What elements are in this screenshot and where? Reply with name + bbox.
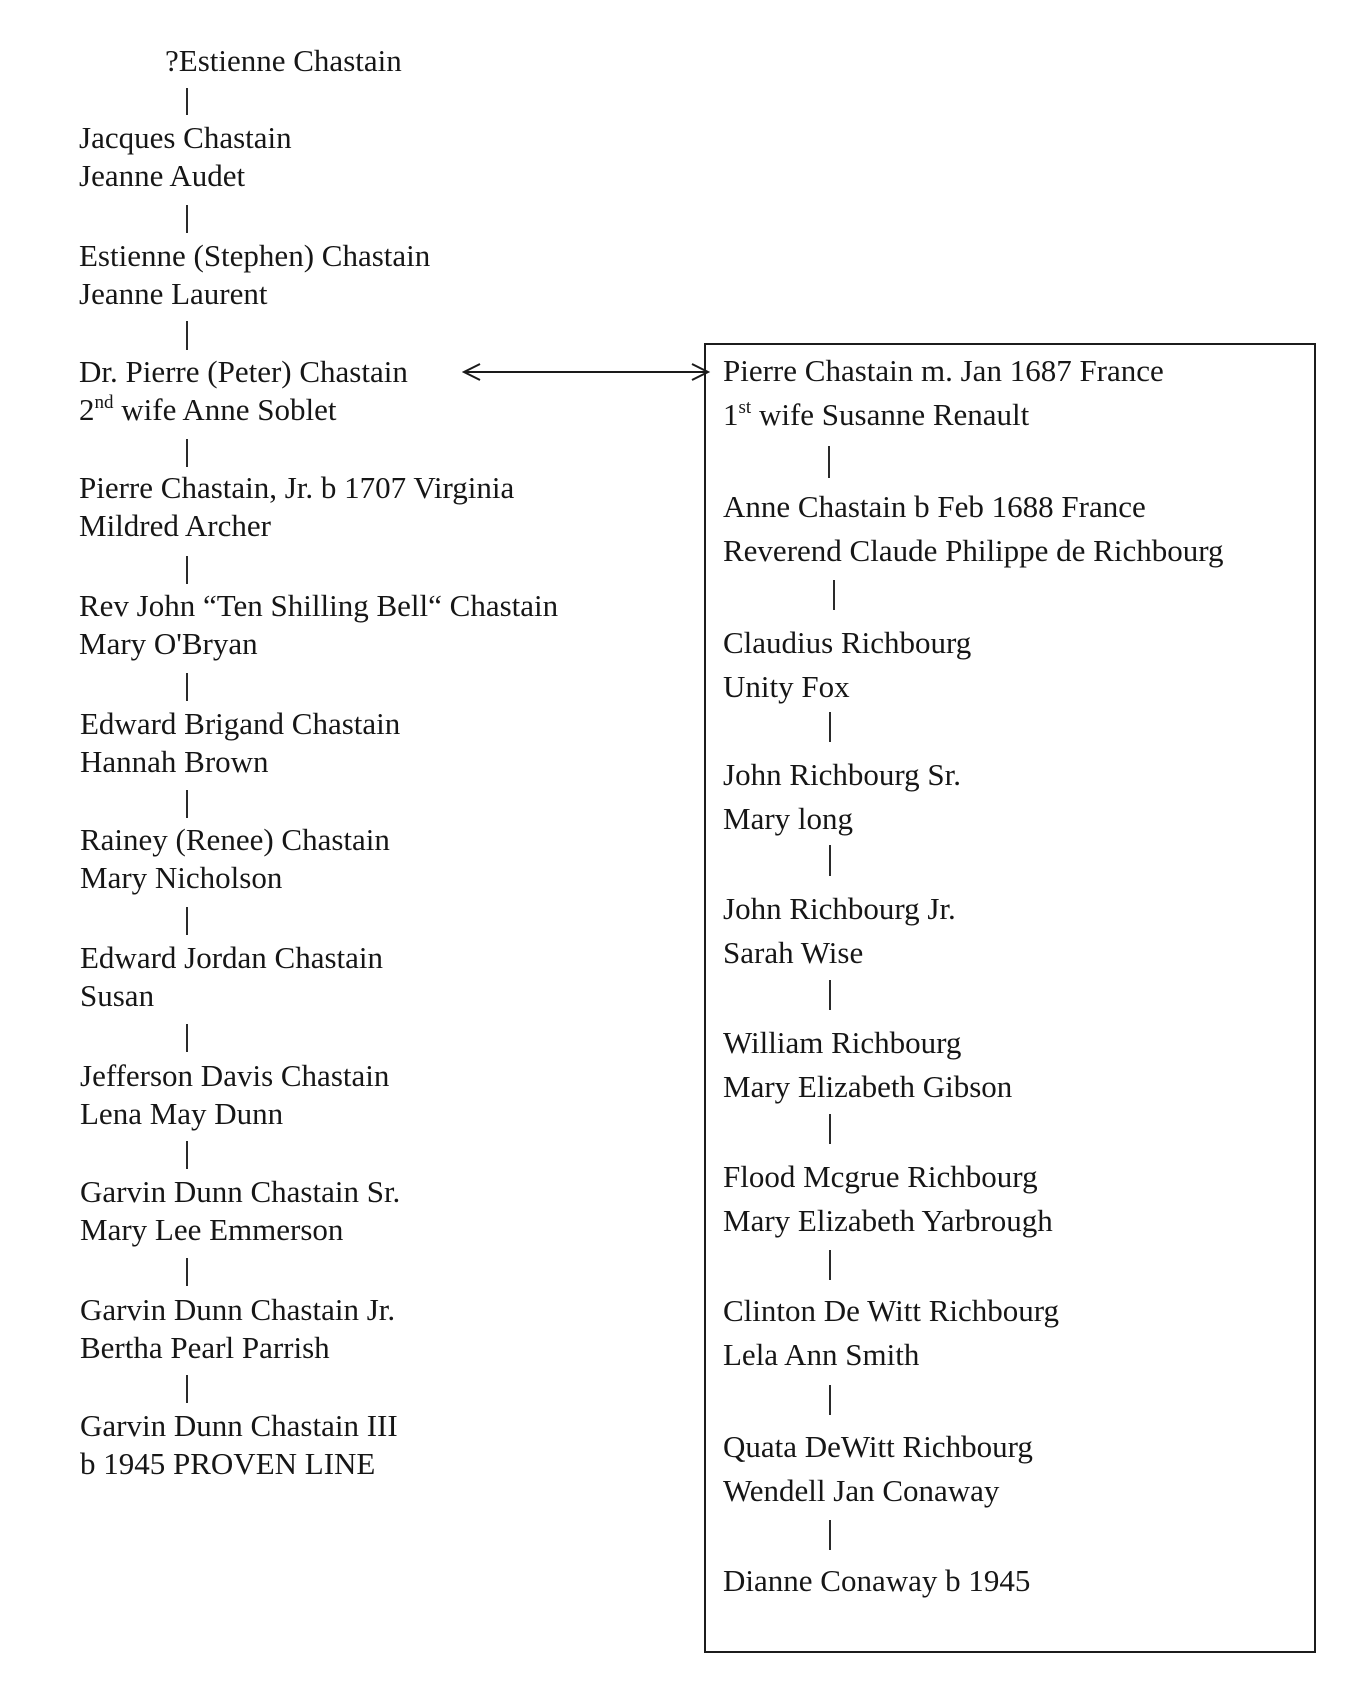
left-descent-connector-7 <box>186 790 188 818</box>
ordinal-number: 1 <box>723 397 739 432</box>
left-line-12: Edward Brigand Chastain <box>80 706 401 741</box>
left-line-22: Garvin Dunn Chastain Jr. <box>80 1292 396 1327</box>
left-line-15: Mary Nicholson <box>80 860 283 895</box>
left-line-24: Garvin Dunn Chastain III <box>80 1408 398 1443</box>
right-line-17: Quata DeWitt Richbourg <box>723 1429 1033 1464</box>
ordinal-suffix: st <box>738 397 752 418</box>
right-descent-connector-1 <box>828 446 830 478</box>
left-descent-connector-3 <box>186 321 188 350</box>
right-descent-connector-7 <box>829 1250 831 1280</box>
left-descent-connector-12 <box>186 1375 188 1403</box>
left-line-2: Jacques Chastain <box>79 120 292 155</box>
left-line-13: Hannah Brown <box>80 744 269 779</box>
right-line-19: Dianne Conaway b 1945 <box>723 1563 1031 1598</box>
right-descent-connector-5 <box>829 980 831 1010</box>
left-descent-connector-9 <box>186 1024 188 1052</box>
right-descent-connector-3 <box>829 712 831 742</box>
left-line-1: ?Estienne Chastain <box>165 43 402 78</box>
left-line-23: Bertha Pearl Parrish <box>80 1330 330 1365</box>
left-line-20: Garvin Dunn Chastain Sr. <box>80 1174 401 1209</box>
left-line-16: Edward Jordan Chastain <box>80 940 384 975</box>
right-line-14: Mary Elizabeth Yarbrough <box>723 1203 1053 1238</box>
right-line-10: Sarah Wise <box>723 935 864 970</box>
left-line-10: Rev John “Ten Shilling Bell“ Chastain <box>79 588 559 623</box>
left-line-19: Lena May Dunn <box>80 1096 284 1131</box>
right-line-5: Claudius Richbourg <box>723 625 972 660</box>
left-line-7 <box>79 392 337 428</box>
ordinal-number: 2 <box>79 392 95 427</box>
left-line-21: Mary Lee Emmerson <box>80 1212 344 1247</box>
right-line-13: Flood Mcgrue Richbourg <box>723 1159 1038 1194</box>
ordinal-suffix: nd <box>94 392 114 413</box>
right-descent-connector-4 <box>829 845 831 876</box>
right-line-1: Pierre Chastain m. Jan 1687 France <box>723 353 1164 388</box>
right-line-3: Anne Chastain b Feb 1688 France <box>723 489 1146 524</box>
right-line-11: William Richbourg <box>723 1025 962 1060</box>
right-line-2 <box>723 397 1029 433</box>
right-line-12: Mary Elizabeth Gibson <box>723 1069 1013 1104</box>
left-line-25: b 1945 PROVEN LINE <box>80 1446 376 1481</box>
left-descent-connector-11 <box>186 1258 188 1286</box>
right-line-15: Clinton De Witt Richbourg <box>723 1293 1060 1328</box>
left-line-8: Pierre Chastain, Jr. b 1707 Virginia <box>79 470 515 505</box>
spouse-name: wife Anne Soblet <box>113 392 337 427</box>
right-line-9: John Richbourg Jr. <box>723 891 956 926</box>
right-descent-connector-9 <box>829 1520 831 1550</box>
left-descent-connector-8 <box>186 907 188 935</box>
right-line-4: Reverend Claude Philippe de Richbourg <box>723 533 1224 568</box>
left-descent-connector-1 <box>186 88 188 115</box>
left-line-4: Estienne (Stephen) Chastain <box>79 238 431 273</box>
left-line-3: Jeanne Audet <box>79 158 246 193</box>
left-line-9: Mildred Archer <box>79 508 271 543</box>
left-line-14: Rainey (Renee) Chastain <box>80 822 390 857</box>
left-descent-connector-4 <box>186 439 188 467</box>
right-descent-connector-6 <box>829 1114 831 1144</box>
right-descent-connector-8 <box>829 1385 831 1415</box>
left-line-6: Dr. Pierre (Peter) Chastain <box>79 354 408 389</box>
left-line-17: Susan <box>80 978 155 1013</box>
left-line-18: Jefferson Davis Chastain <box>80 1058 390 1093</box>
right-descent-connector-2 <box>833 580 835 610</box>
right-line-18: Wendell Jan Conaway <box>723 1473 1000 1508</box>
left-line-11: Mary O'Bryan <box>79 626 258 661</box>
left-descent-connector-2 <box>186 205 188 233</box>
left-descent-connector-6 <box>186 673 188 701</box>
right-line-7: John Richbourg Sr. <box>723 757 961 792</box>
spouse-name: wife Susanne Renault <box>751 397 1030 432</box>
left-descent-connector-5 <box>186 556 188 584</box>
left-descent-connector-10 <box>186 1141 188 1169</box>
right-line-6: Unity Fox <box>723 669 850 704</box>
right-line-16: Lela Ann Smith <box>723 1337 920 1372</box>
right-line-8: Mary long <box>723 801 854 836</box>
left-line-5: Jeanne Laurent <box>79 276 268 311</box>
double-arrow-icon <box>462 362 712 382</box>
